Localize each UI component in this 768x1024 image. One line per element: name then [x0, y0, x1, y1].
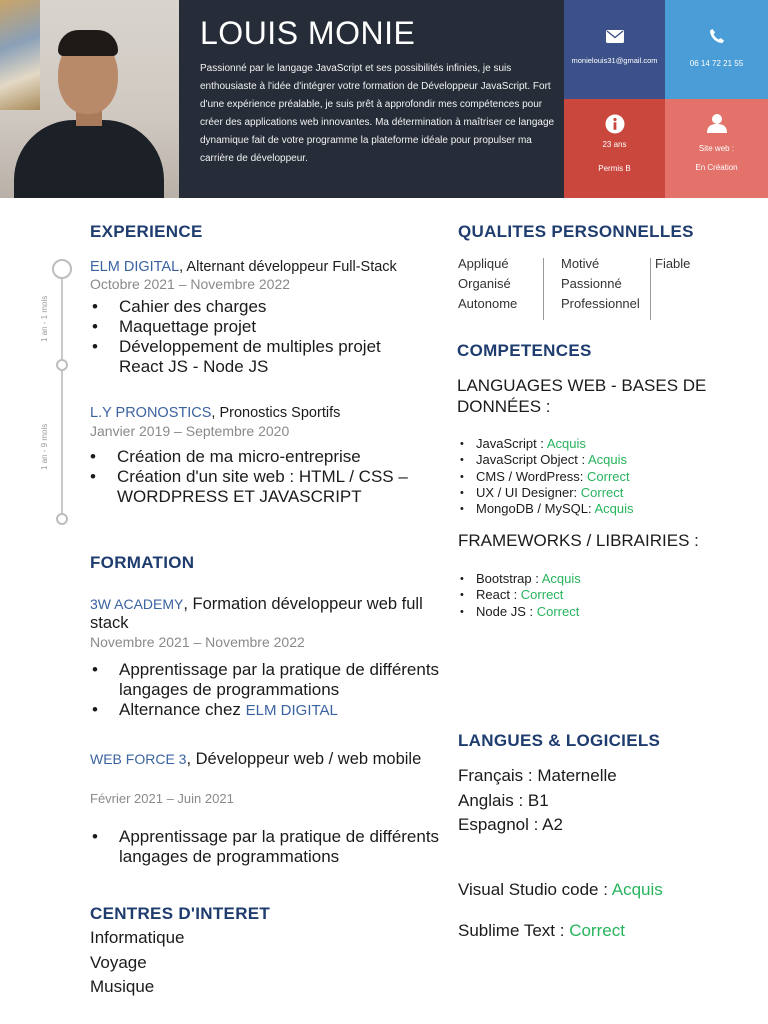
timeline-dot-end — [56, 513, 68, 525]
qualities-divider-1 — [543, 258, 544, 320]
list-item: Fiable — [655, 256, 691, 271]
list-item: • Maquettage projet — [90, 317, 430, 337]
email-text[interactable]: monielouis31@gmail.com — [571, 56, 658, 65]
software-name: Sublime Text : — [458, 921, 570, 940]
job-1-heading — [90, 258, 430, 276]
software-level: Correct — [569, 921, 625, 940]
phone-icon — [709, 28, 725, 44]
list-item: Autonome — [458, 296, 518, 311]
qualities-col-2 — [561, 254, 640, 314]
profile-photo — [0, 0, 179, 198]
alternance-text: Alternance chez — [119, 700, 246, 719]
software-level: Acquis — [611, 880, 663, 899]
list-item: • MongoDB / MySQL: Acquis — [458, 501, 634, 517]
skill-level: Correct — [536, 603, 580, 619]
job-1-dates: Octobre 2021 – Novembre 2022 — [90, 276, 291, 292]
timeline-dot-start — [52, 259, 72, 279]
list-item: Français : Maternelle — [458, 766, 617, 785]
formation-1-course: , Formation développeur web full stack — [90, 595, 423, 632]
frameworks-list — [458, 571, 581, 620]
list-item: • Création de ma micro-entreprise — [88, 447, 433, 467]
list-item: • Création d'un site web : HTML / CSS – WORDPRESS ET JAVASCRIPT — [88, 467, 433, 507]
web-skills-list — [458, 436, 634, 517]
qualities-col-1 — [458, 254, 517, 314]
timeline-dot-middle — [56, 359, 68, 371]
timeline-line — [61, 268, 63, 520]
age-text: 23 ans — [602, 140, 627, 149]
permis-text: Permis B — [598, 164, 631, 173]
formation-1-dates: Novembre 2021 – Novembre 2022 — [90, 634, 305, 650]
duration-label-1: 1 an - 1 mois — [40, 295, 49, 342]
phone-text[interactable]: 06 14 72 21 55 — [689, 59, 744, 68]
skill-level: Acquis — [546, 436, 586, 451]
formation-2-bullets — [90, 827, 440, 867]
skill-level: Acquis — [541, 571, 581, 586]
list-item: Appliqué — [458, 256, 509, 271]
qualities-divider-2 — [650, 258, 651, 320]
envelope-icon — [606, 30, 624, 44]
list-item: • Cahier des charges — [90, 297, 430, 317]
job-1-company: ELM DIGITAL — [90, 259, 180, 275]
job-1-role: , Alternant développeur Full-Stack — [179, 259, 397, 275]
list-item: • Apprentissage par la pratique de différents langages de programmations — [90, 827, 440, 867]
intro-panel — [179, 0, 564, 198]
formation-title: FORMATION — [90, 553, 195, 572]
list-item: • Apprentissage par la pratique de différents langages de programmations — [90, 660, 440, 700]
list-item: Passionné — [561, 276, 622, 291]
list-item: • Bootstrap : Acquis — [458, 571, 581, 587]
list-item: • React : Correct — [458, 587, 581, 603]
phone-tile[interactable] — [665, 0, 768, 99]
info-tile — [564, 99, 665, 198]
list-item: Professionnel — [561, 296, 640, 311]
list-item: • Node JS : Correct — [458, 604, 581, 620]
formation-2-heading — [90, 750, 435, 769]
skill-level: Acquis — [588, 452, 628, 468]
formation-2-dates: Février 2021 – Juin 2021 — [90, 791, 234, 806]
info-icon — [605, 114, 625, 134]
formation-2-school: WEB FORCE 3 — [90, 751, 187, 767]
skill-level: Correct — [587, 468, 630, 484]
frameworks-heading: FRAMEWORKS / LIBRAIRIES : — [458, 531, 699, 550]
interests-list — [90, 926, 185, 1000]
formation-1-heading — [90, 595, 435, 633]
user-icon — [707, 113, 727, 133]
email-tile[interactable] — [564, 0, 665, 99]
qualities-col-3 — [655, 254, 690, 274]
job-2-dates: Janvier 2019 – Septembre 2020 — [90, 423, 290, 439]
job-2-company: L.Y PRONOSTICS — [90, 405, 212, 421]
skill-level: Correct — [580, 484, 624, 500]
formation-1-bullets — [90, 660, 440, 721]
list-item: Espagnol : A2 — [458, 815, 563, 834]
job-2-bullets — [88, 447, 433, 507]
skill-level: Correct — [520, 587, 564, 603]
list-item: Voyage — [90, 952, 147, 972]
languages-title: LANGUES & LOGICIELS — [458, 731, 661, 750]
skills-title: COMPETENCES — [457, 341, 592, 360]
job-1-bullets — [90, 297, 430, 377]
list-item: Informatique — [90, 928, 185, 947]
software-1 — [458, 880, 663, 900]
formation-2-course: , Développeur web / web mobile — [186, 750, 422, 768]
website-tile — [665, 99, 768, 198]
job-2-heading — [90, 404, 430, 422]
person-name: LOUIS MONIE — [200, 15, 416, 51]
qualities-title: QUALITES PERSONNELLES — [458, 222, 694, 241]
list-item: Organisé — [458, 276, 511, 291]
list-item: Motivé — [561, 256, 600, 271]
alternance-company: ELM DIGITAL — [245, 702, 338, 719]
list-item: • Développement de multiples projet React JS - Node JS — [90, 337, 420, 377]
interests-title: CENTRES D'INTERET — [90, 904, 271, 923]
duration-label-2: 1 an - 9 mois — [40, 423, 49, 470]
experience-title: EXPERIENCE — [90, 222, 203, 241]
web-skills-heading: LANGUAGES WEB - BASES DE DONNÉES : — [457, 376, 707, 416]
list-item: • UX / UI Designer: Correct — [458, 485, 634, 501]
list-item: • JavaScript Object : Acquis — [458, 452, 634, 468]
site-label: Site web : — [698, 144, 735, 153]
list-item: • CMS / WordPress: Correct — [458, 469, 634, 485]
intro-text: Passionné par le langage JavaScript et ses possibilités infinies, je suis enthousiaste à l'idée d'intégrer votre formation de Développeur JavaScript. Fort d'une expérience préalable, je suis prêt à approfondir mes compétences pour créer des applications web innovantes. Ma détermination à maîtriser ce langage dynamique fait de votre programme la plateforme idéale pour propulser ma carrière de développeur. — [200, 63, 555, 164]
software-2 — [458, 921, 625, 941]
formation-1-school: 3W ACADEMY — [90, 596, 184, 612]
list-item: Anglais : B1 — [458, 790, 549, 810]
languages-list — [458, 764, 617, 838]
site-value: En Création — [695, 163, 738, 172]
skill-level: Acquis — [594, 501, 634, 517]
job-2-role: , Pronostics Sportifs — [211, 405, 341, 421]
list-item — [90, 700, 440, 721]
list-item: • JavaScript : Acquis — [458, 436, 634, 452]
software-name: Visual Studio code : — [458, 880, 612, 899]
list-item: Musique — [90, 977, 155, 996]
